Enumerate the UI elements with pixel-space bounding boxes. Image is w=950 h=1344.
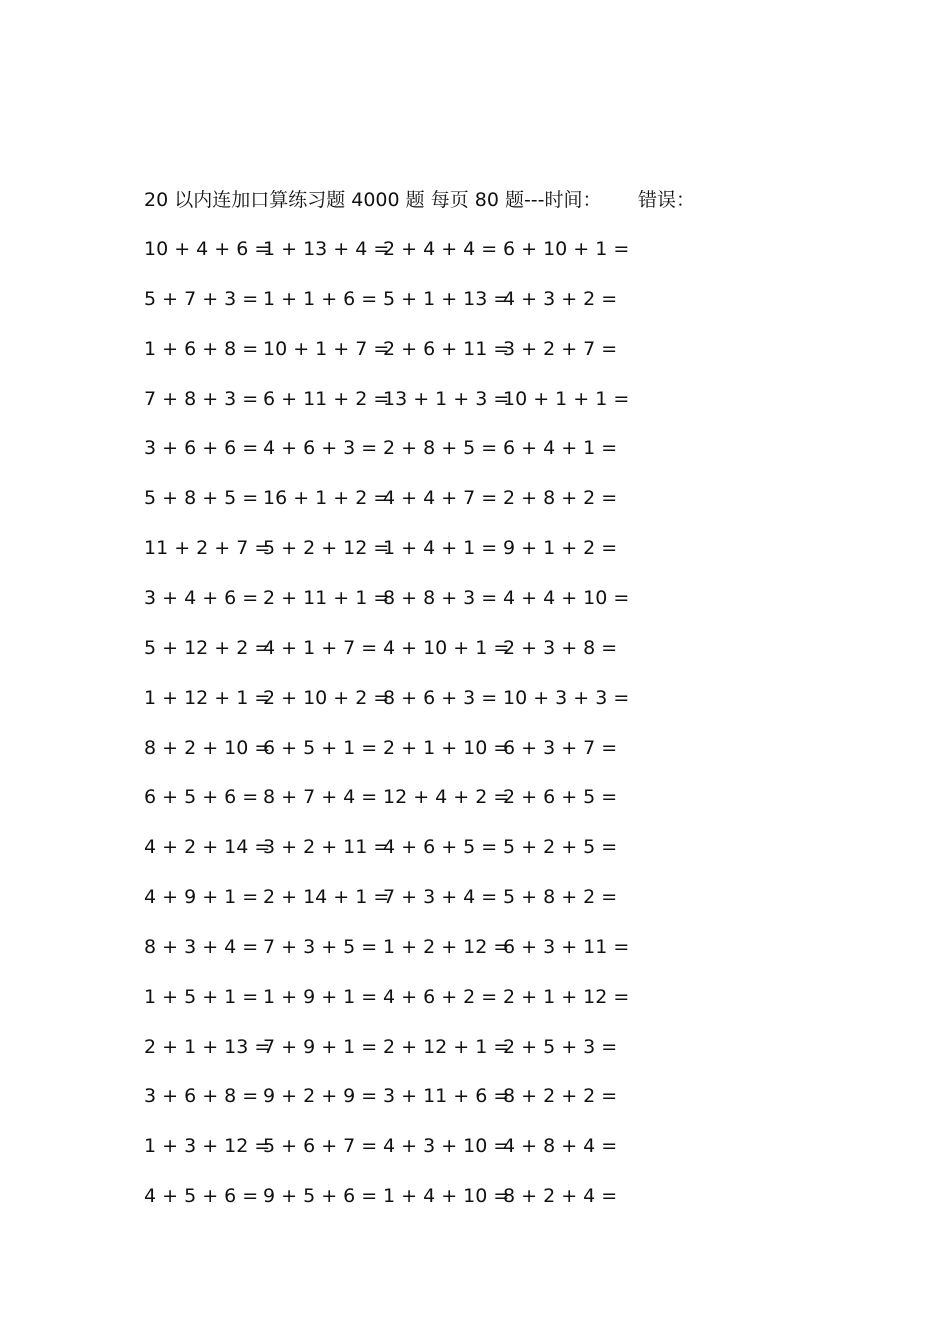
problem-row [0, 833, 950, 861]
arithmetic-problem: 6 + 3 + 7 = [503, 736, 618, 759]
arithmetic-problem: 4 + 6 + 5 = [383, 836, 498, 859]
arithmetic-problem: 1 + 12 + 1 = [144, 686, 271, 709]
arithmetic-problem: 2 + 4 + 4 = [383, 238, 498, 260]
arithmetic-problem: 4 + 2 + 14 = [144, 836, 271, 859]
arithmetic-problem: 4 + 3 + 2 = [503, 287, 618, 310]
arithmetic-problem: 10 + 3 + 3 = [503, 686, 630, 709]
arithmetic-problem: 1 + 1 + 6 = [263, 287, 378, 310]
arithmetic-problem: 16 + 1 + 2 = [263, 487, 390, 510]
arithmetic-problem: 2 + 1 + 12 = [503, 985, 630, 1008]
arithmetic-problem: 2 + 6 + 5 = [503, 786, 618, 809]
arithmetic-problem: 4 + 3 + 10 = [383, 1135, 510, 1158]
problem-row [0, 1033, 950, 1061]
arithmetic-problem: 8 + 2 + 2 = [503, 1085, 618, 1108]
arithmetic-problem: 2 + 12 + 1 = [383, 1035, 510, 1058]
arithmetic-problem: 1 + 2 + 12 = [383, 935, 510, 958]
arithmetic-problem: 7 + 3 + 4 = [383, 886, 498, 909]
problem-row [0, 534, 950, 562]
arithmetic-problem: 1 + 6 + 8 = [144, 337, 259, 360]
arithmetic-problem: 1 + 3 + 12 = [144, 1135, 271, 1158]
problem-row [0, 584, 950, 612]
arithmetic-problem: 4 + 10 + 1 = [383, 636, 510, 659]
problem-row [0, 1182, 950, 1210]
problem-row [0, 734, 950, 762]
arithmetic-problem: 10 + 1 + 7 = [263, 337, 390, 360]
arithmetic-problem: 5 + 2 + 5 = [503, 836, 618, 859]
arithmetic-problem: 2 + 1 + 10 = [383, 736, 510, 759]
problem-row [0, 684, 950, 712]
arithmetic-problem: 2 + 14 + 1 = [263, 886, 390, 909]
problem-row [0, 1082, 950, 1110]
arithmetic-problem: 2 + 11 + 1 = [263, 586, 390, 609]
problem-row [0, 235, 950, 263]
problem-row [0, 434, 950, 462]
arithmetic-problem: 8 + 3 + 4 = [144, 935, 259, 958]
arithmetic-problem: 5 + 8 + 5 = [144, 487, 259, 510]
arithmetic-problem: 6 + 5 + 6 = [144, 786, 259, 809]
arithmetic-problem: 3 + 6 + 8 = [144, 1085, 259, 1108]
arithmetic-problem: 3 + 11 + 6 = [383, 1085, 510, 1108]
arithmetic-problem: 4 + 4 + 7 = [383, 487, 498, 510]
arithmetic-problem: 8 + 7 + 4 = [263, 786, 378, 809]
arithmetic-problem: 6 + 4 + 1 = [503, 437, 618, 460]
arithmetic-problem: 3 + 2 + 7 = [503, 337, 618, 360]
arithmetic-problem: 8 + 2 + 4 = [503, 1185, 618, 1208]
arithmetic-problem: 1 + 13 + 4 = [263, 238, 390, 260]
arithmetic-problem: 3 + 2 + 11 = [263, 836, 390, 859]
arithmetic-problem: 9 + 1 + 2 = [503, 537, 618, 560]
arithmetic-problem: 2 + 10 + 2 = [263, 686, 390, 709]
arithmetic-problem: 2 + 1 + 13 = [144, 1035, 271, 1058]
arithmetic-problem: 2 + 6 + 11 = [383, 337, 510, 360]
arithmetic-problem: 4 + 6 + 2 = [383, 985, 498, 1008]
problem-row [0, 285, 950, 313]
problem-row [0, 484, 950, 512]
arithmetic-problem: 13 + 1 + 3 = [383, 387, 510, 410]
problem-row [0, 1132, 950, 1160]
arithmetic-problem: 6 + 10 + 1 = [503, 238, 630, 260]
arithmetic-problem: 8 + 6 + 3 = [383, 686, 498, 709]
arithmetic-problem: 12 + 4 + 2 = [383, 786, 510, 809]
arithmetic-problem: 4 + 5 + 6 = [144, 1185, 259, 1208]
arithmetic-problem: 5 + 12 + 2 = [144, 636, 271, 659]
arithmetic-problem: 4 + 6 + 3 = [263, 437, 378, 460]
arithmetic-problem: 6 + 11 + 2 = [263, 387, 390, 410]
arithmetic-problem: 5 + 1 + 13 = [383, 287, 510, 310]
arithmetic-problem: 1 + 5 + 1 = [144, 985, 259, 1008]
arithmetic-problem: 5 + 8 + 2 = [503, 886, 618, 909]
arithmetic-problem: 4 + 1 + 7 = [263, 636, 378, 659]
arithmetic-problem: 5 + 6 + 7 = [263, 1135, 378, 1158]
problem-row [0, 883, 950, 911]
arithmetic-problem: 2 + 8 + 2 = [503, 487, 618, 510]
arithmetic-problem: 2 + 5 + 3 = [503, 1035, 618, 1058]
worksheet-title: 20 以内连加口算练习题 4000 题 每页 80 题---时间： [144, 189, 602, 211]
problem-row [0, 634, 950, 662]
arithmetic-problem: 3 + 6 + 6 = [144, 437, 259, 460]
arithmetic-problem: 4 + 8 + 4 = [503, 1135, 618, 1158]
worksheet-header [144, 186, 696, 214]
arithmetic-problem: 9 + 5 + 6 = [263, 1185, 378, 1208]
arithmetic-problem: 5 + 7 + 3 = [144, 287, 259, 310]
problem-row [0, 335, 950, 363]
arithmetic-problem: 1 + 4 + 1 = [383, 537, 498, 560]
arithmetic-problem: 5 + 2 + 12 = [263, 537, 390, 560]
arithmetic-problem: 7 + 9 + 1 = [263, 1035, 378, 1058]
arithmetic-problem: 3 + 4 + 6 = [144, 586, 259, 609]
arithmetic-problem: 2 + 8 + 5 = [383, 437, 498, 460]
arithmetic-problem: 6 + 5 + 1 = [263, 736, 378, 759]
problem-row [0, 385, 950, 413]
arithmetic-problem: 4 + 9 + 1 = [144, 886, 259, 909]
arithmetic-problem: 1 + 4 + 10 = [383, 1185, 510, 1208]
arithmetic-problem: 7 + 3 + 5 = [263, 935, 378, 958]
arithmetic-problem: 7 + 8 + 3 = [144, 387, 259, 410]
problem-row [0, 783, 950, 811]
arithmetic-problem: 8 + 8 + 3 = [383, 586, 498, 609]
errors-label: 错误： [638, 189, 696, 211]
arithmetic-problem: 9 + 2 + 9 = [263, 1085, 378, 1108]
arithmetic-problem: 1 + 9 + 1 = [263, 985, 378, 1008]
problem-row [0, 933, 950, 961]
problem-row [0, 983, 950, 1011]
arithmetic-problem: 2 + 3 + 8 = [503, 636, 618, 659]
arithmetic-problem: 10 + 4 + 6 = [144, 238, 271, 260]
arithmetic-problem: 6 + 3 + 11 = [503, 935, 630, 958]
arithmetic-problem: 4 + 4 + 10 = [503, 586, 630, 609]
arithmetic-problem: 11 + 2 + 7 = [144, 537, 271, 560]
arithmetic-problem: 8 + 2 + 10 = [144, 736, 271, 759]
arithmetic-problem: 10 + 1 + 1 = [503, 387, 630, 410]
